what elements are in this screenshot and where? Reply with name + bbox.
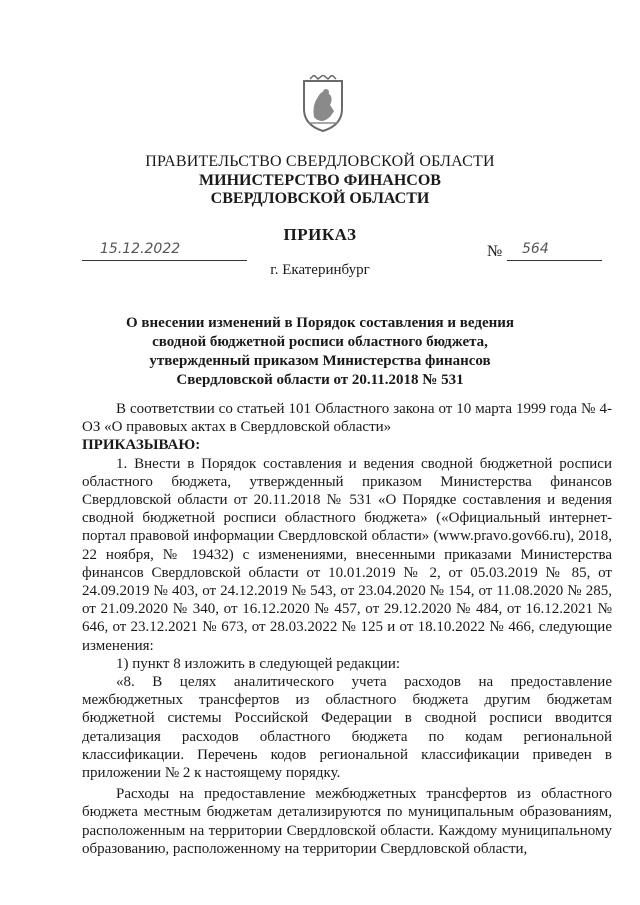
city: г. Екатеринбург xyxy=(270,262,370,278)
order-word: ПРИКАЗЫВАЮ: xyxy=(82,437,201,454)
header-ministry: МИНИСТЕРСТВО ФИНАНСОВ xyxy=(199,172,441,189)
item-1-paragraph: 1. Внести в Порядок составления и ведения сводной бюджетной росписи областного бюджета, утвержденный приказом Министерства финансов Свердловской области от 20.11.2018 № 531 «О Порядке составления и ведения сводной бюджетной росписи областного бюджета» («Официальный интернет-портал правовой информации Свердловской области» (www.pravo.gov66.ru), 2018, 22 ноября, № 19432) с изменениями, внесенными приказами Министерства финансов Свердловской области от 10.01.2019 № 2, от 05.03.2019 № 85, от 24.09.2019 № 403, от 24.12.2019 № 543, от 23.04.2020 № 154, от 11.08.2020 № 285, от 21.09.2020 № 340, от 16.12.2020 № 457, от 29.12.2020 № 484, от 16.12.2021 № 646, от 23.12.2021 № 673, от 28.03.2022 № 125 и от 18.10.2022 № 466, следующие изменения: xyxy=(82,455,612,654)
header-government: ПРАВИТЕЛЬСТВО СВЕРДЛОВСКОЙ ОБЛАСТИ xyxy=(145,153,495,170)
order-subject: О внесении изменений в Порядок составления и ведения сводной бюджетной росписи областного бюджета, утвержденный приказом Министерства финансов Свердловской области от 20.11.2018 № 531 xyxy=(125,315,515,388)
intro-paragraph: В соответствии со статьей 101 Областного закона от 10 марта 1999 года № 4-ОЗ «О правовых актах в Свердловской области» xyxy=(82,401,612,436)
number-sign: № xyxy=(487,243,503,260)
paragraph-2: Расходы на предоставление межбюджетных трансфертов из областного бюджета местным бюджетам детализируются по муниципальным образованиям, расположенным на территории Свердловской области. Каждому муниципальному образованию, расположенному на территории Свердловской области, xyxy=(82,786,612,857)
coat-of-arms-emblem xyxy=(300,75,346,133)
quoted-point-8: «8. В целях аналитического учета расходов на предоставление межбюджетных трансфертов из областного бюджета другим бюджетам бюджетной системы Российской Федерации в сводной росписи вводится детализация расходов областного бюджета по кодам региональной классификации. Перечень кодов региональной классификации приведен в приложении № 2 к настоящему порядку. xyxy=(82,674,612,782)
document-body xyxy=(82,400,612,858)
order-number: 564 xyxy=(522,241,549,257)
document-type-title: ПРИКАЗ xyxy=(283,225,357,244)
subitem-1: 1) пункт 8 изложить в следующей редакции: xyxy=(116,655,401,672)
order-date: 15.12.2022 xyxy=(100,241,181,257)
header-region: СВЕРДЛОВСКОЙ ОБЛАСТИ xyxy=(210,190,430,207)
